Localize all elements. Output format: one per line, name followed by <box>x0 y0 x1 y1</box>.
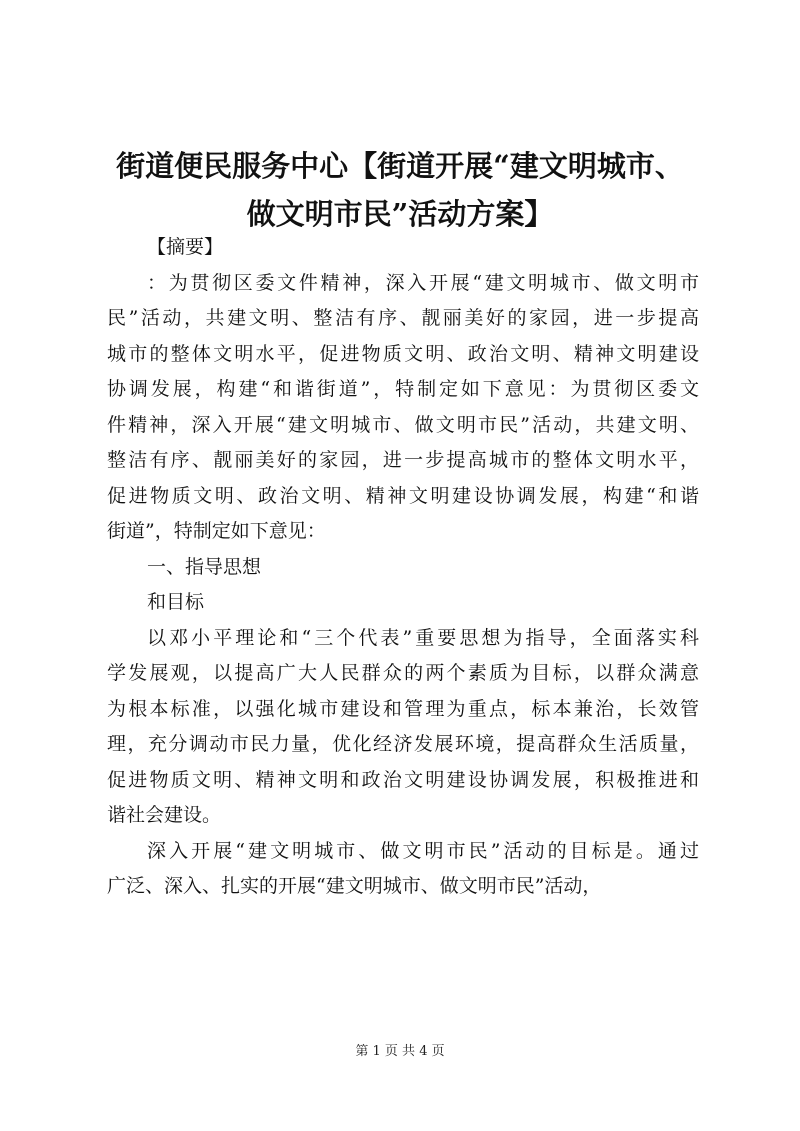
page-footer: 第 1 页 共 4 页 <box>355 1044 445 1059</box>
paragraph-guiding-ideology <box>107 621 699 834</box>
title-line-2: 做文明市民”活动方案】 <box>246 197 554 231</box>
paragraph-line: 民”活动，共建文明、整洁有序、靓丽美好的家园，进一步提高 <box>107 307 699 329</box>
paragraph-line: ：为贯彻区委文件精神，深入开展“建文明城市、做文明市 <box>147 271 699 294</box>
paragraph-line: 广泛、深入、扎实的开展“建文明城市、做文明市民”活动， <box>107 875 602 897</box>
title-line-1: 街道便民服务中心【街道开展“建文明城市、 <box>116 149 684 183</box>
paragraph-line: 协调发展，构建“和谐街道”，特制定如下意见：为贯彻区委文 <box>107 378 699 400</box>
document-title <box>100 142 700 238</box>
section-subheading: 和目标 <box>147 591 205 613</box>
paragraph-line: 理，充分调动市民力量，优化经济发展环境，提高群众生活质量， <box>107 733 699 755</box>
paragraph-line: 街道”，特制定如下意见： <box>107 520 326 542</box>
paragraph-line: 整洁有序、靓丽美好的家园，进一步提高城市的整体文明水平， <box>107 449 699 471</box>
paragraph-goals <box>107 834 699 905</box>
document-body <box>107 230 699 905</box>
paragraph-line: 城市的整体文明水平，促进物质文明、政治文明、精神文明建设 <box>107 342 699 365</box>
paragraph-line: 谐社会建设。 <box>107 804 222 826</box>
paragraph-line: 深入开展“建文明城市、做文明市民”活动的目标是。通过 <box>147 839 699 862</box>
paragraph-abstract <box>107 266 699 550</box>
paragraph-line: 促进物质文明、政治文明、精神文明建设协调发展，构建“和谐 <box>107 484 699 507</box>
paragraph-line: 为根本标准，以强化城市建设和管理为重点，标本兼治，长效管 <box>107 697 699 720</box>
section-heading: 一、指导思想 <box>147 555 262 578</box>
abstract-label: 【摘要】 <box>147 236 224 258</box>
paragraph-line: 以邓小平理论和“三个代表”重要思想为指导，全面落实科 <box>147 626 699 649</box>
paragraph-line: 学发展观，以提高广大人民群众的两个素质为目标，以群众满意 <box>107 662 699 684</box>
paragraph-line: 促进物质文明、精神文明和政治文明建设协调发展，积极推进和 <box>107 768 699 791</box>
paragraph-line: 件精神，深入开展“建文明城市、做文明市民”活动，共建文明、 <box>107 413 699 436</box>
